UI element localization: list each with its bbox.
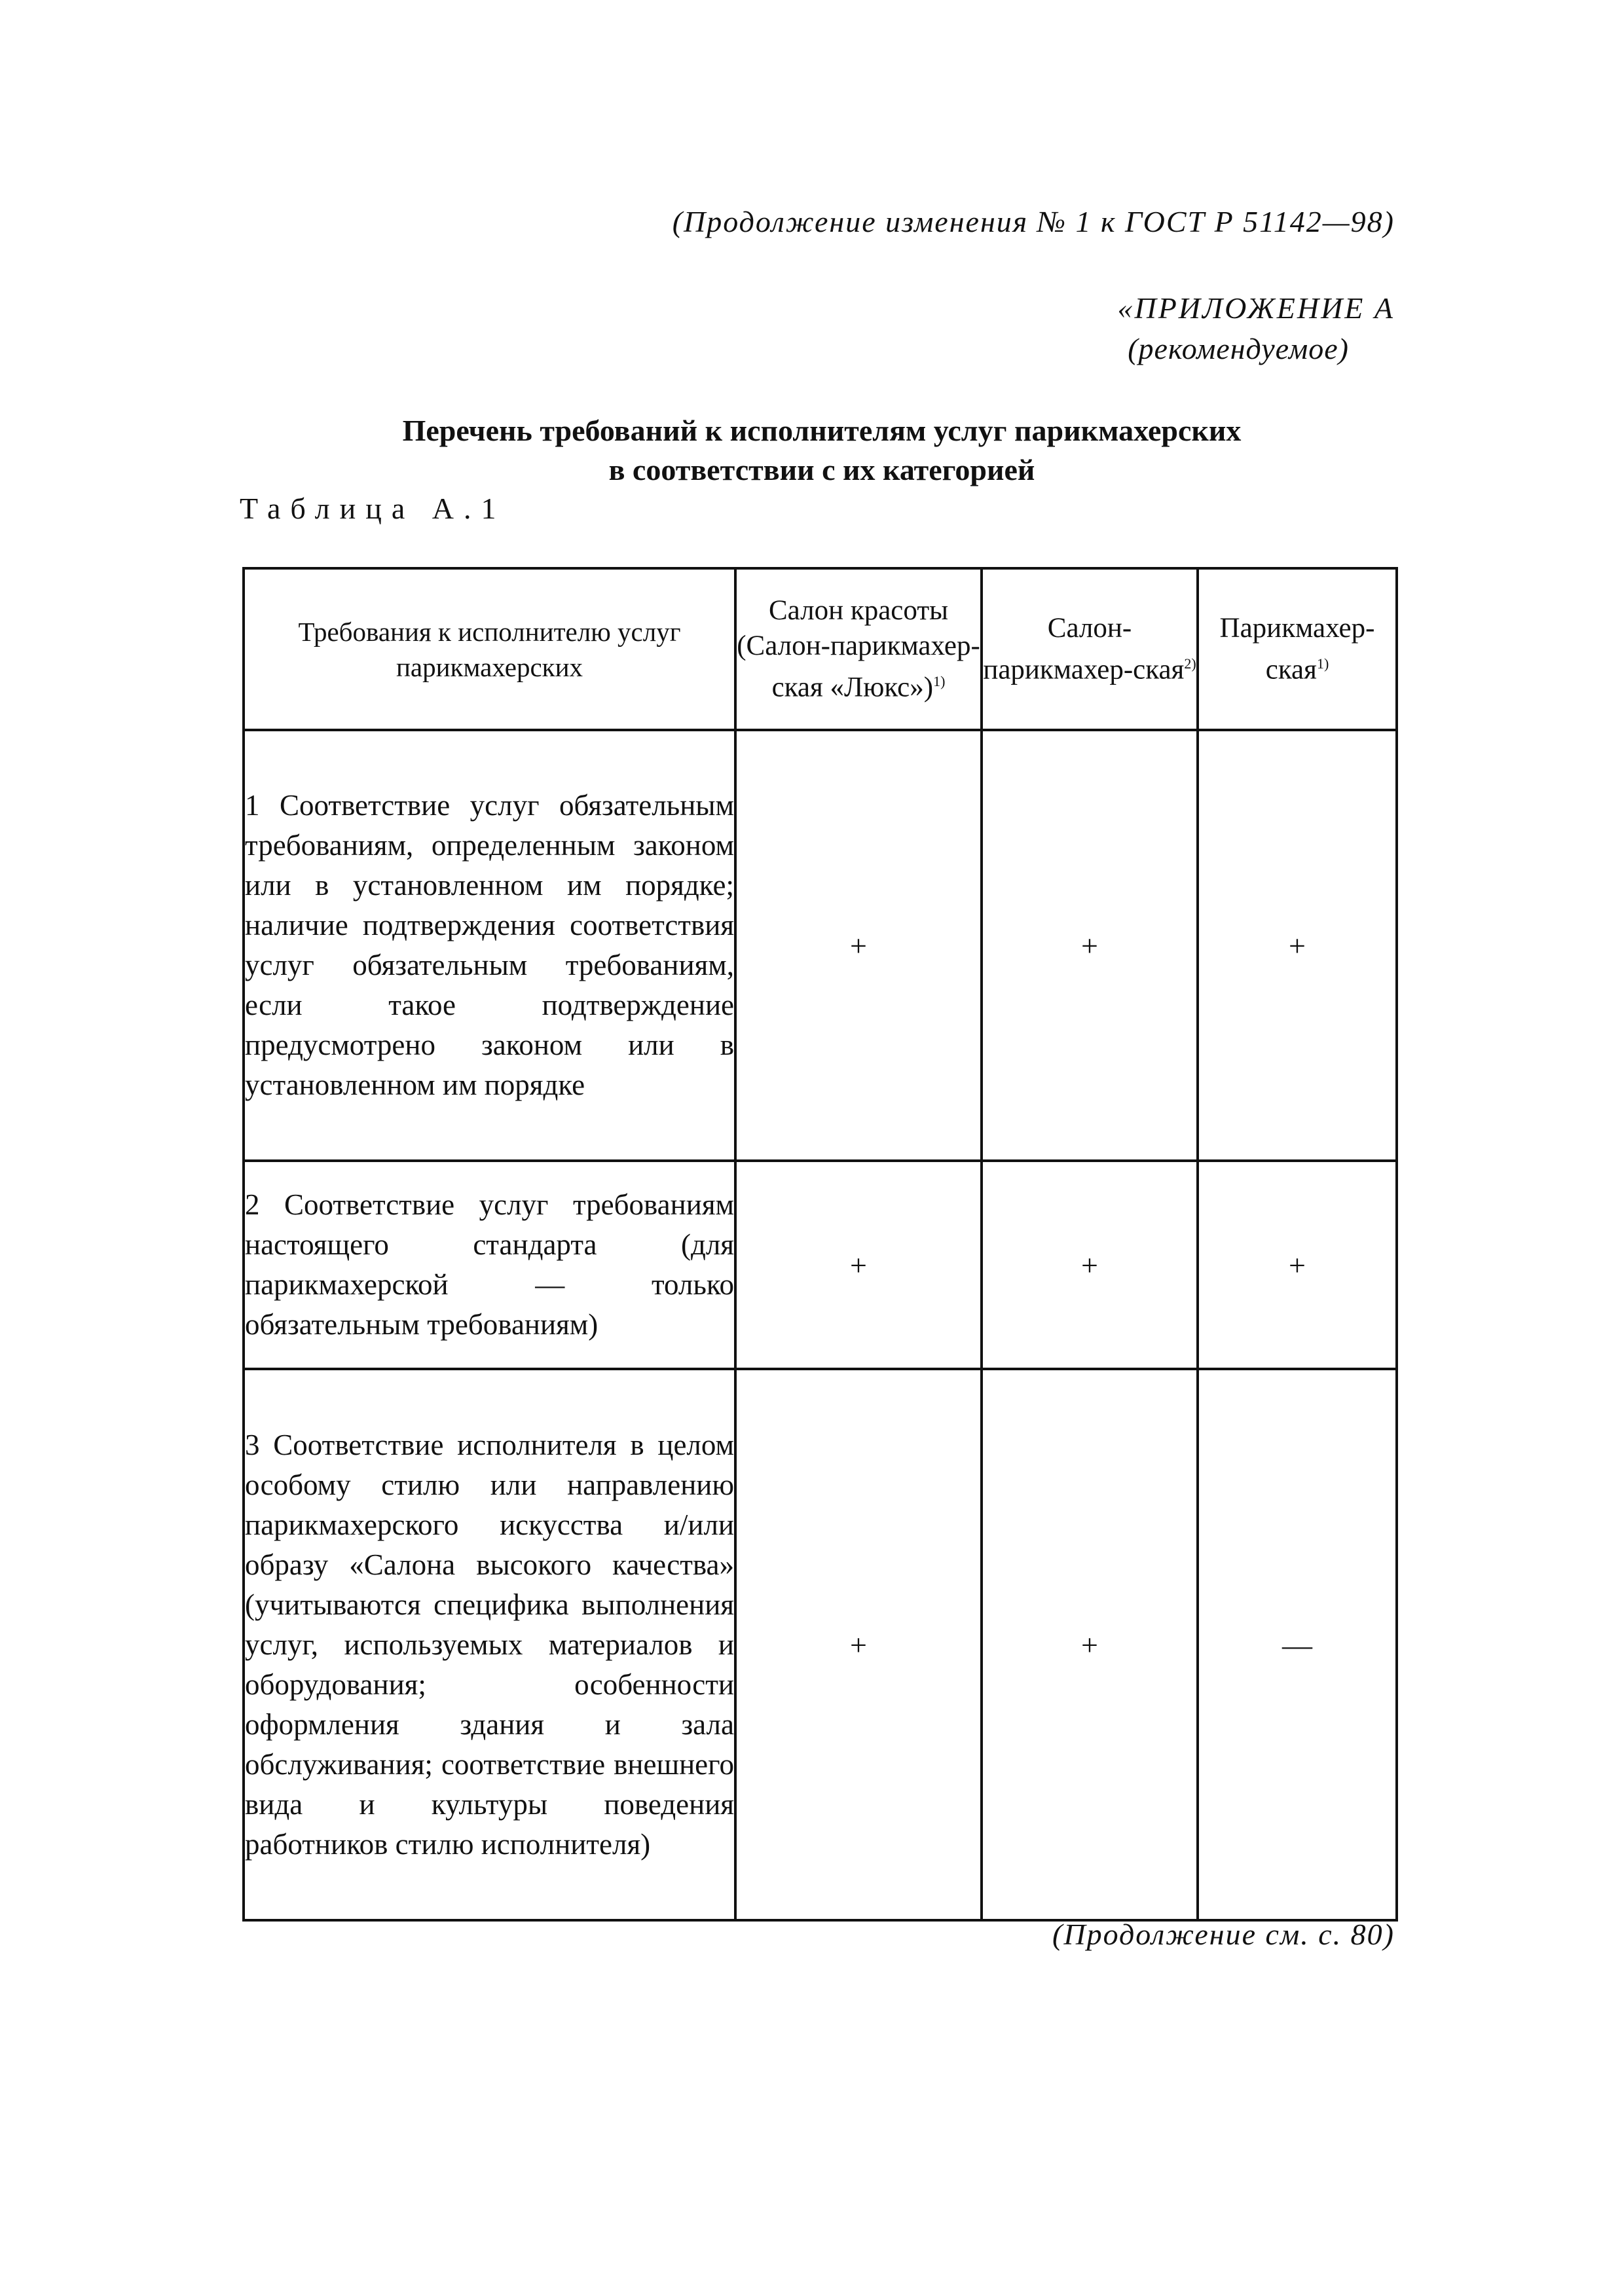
requirements-table (242, 567, 1398, 1922)
mark-barbershop: + (1198, 730, 1397, 1161)
document-title-line2: в соответствии с их категорией (608, 453, 1035, 486)
appendix-title: «ПРИЛОЖЕНИЕ А (1117, 291, 1395, 325)
appendix-heading (917, 288, 1395, 369)
appendix-note: (рекомендуемое) (1128, 332, 1349, 365)
mark-hair-salon: + (982, 730, 1198, 1161)
table-row (244, 730, 1397, 1161)
requirement-text: 3 Соответствие исполнителя в целом особому стилю или направлению парикмахерского искусства и/или образу «Салона высокого качества» (учитываются специфика выполнения услуг, используемых материалов и оборудования; особенности оформления здания и зала обслуживания; соответствие внешнего вида и культуры поведения работников стилю исполнителя) (244, 1369, 735, 1920)
document-title (242, 411, 1401, 490)
table-label: Таблица А.1 (240, 492, 506, 525)
footnote-mark: 2) (1184, 655, 1196, 672)
header-requirements: Требования к исполнителю услуг парикмахерских (244, 568, 735, 730)
continuation-footer: (Продолжение см. с. 80) (1052, 1918, 1395, 1951)
mark-barbershop: + (1198, 1161, 1397, 1369)
footnote-mark: 1) (933, 672, 946, 689)
document-title-line1: Перечень требований к исполнителям услуг парикмахерских (402, 414, 1242, 447)
mark-beauty-salon: + (735, 1369, 982, 1920)
table-header-row (244, 568, 1397, 730)
mark-barbershop: — (1198, 1369, 1397, 1920)
header-barbershop: Парикмахер-ская$^{1)}$ (1198, 568, 1397, 730)
requirement-text: 1 Соответствие услуг обязательным требованиям, определенным законом или в установленном им порядке; наличие подтверждения соответствия услуг обязательным требованиям, если такое подтверждение предусмотрено законом или в установленном им порядке (244, 730, 735, 1161)
table-row (244, 1369, 1397, 1920)
requirement-text: 2 Соответствие услуг требованиям настоящего стандарта (для парикмахерской — только обязательным требованиям) (244, 1161, 735, 1369)
continuation-header: (Продолжение изменения № 1 к ГОСТ Р 51142—98) (672, 205, 1395, 238)
mark-hair-salon: + (982, 1161, 1198, 1369)
mark-beauty-salon: + (735, 730, 982, 1161)
mark-hair-salon: + (982, 1369, 1198, 1920)
mark-beauty-salon: + (735, 1161, 982, 1369)
header-hair-salon: Салон-парикмахер-ская$^{2)}$ (982, 568, 1198, 730)
footnote-mark: 1) (1316, 655, 1329, 672)
header-beauty-salon: Салон красоты (Салон-парикмахер-ская «Люкс»)$^{1)}$ (735, 568, 982, 730)
table-row (244, 1161, 1397, 1369)
